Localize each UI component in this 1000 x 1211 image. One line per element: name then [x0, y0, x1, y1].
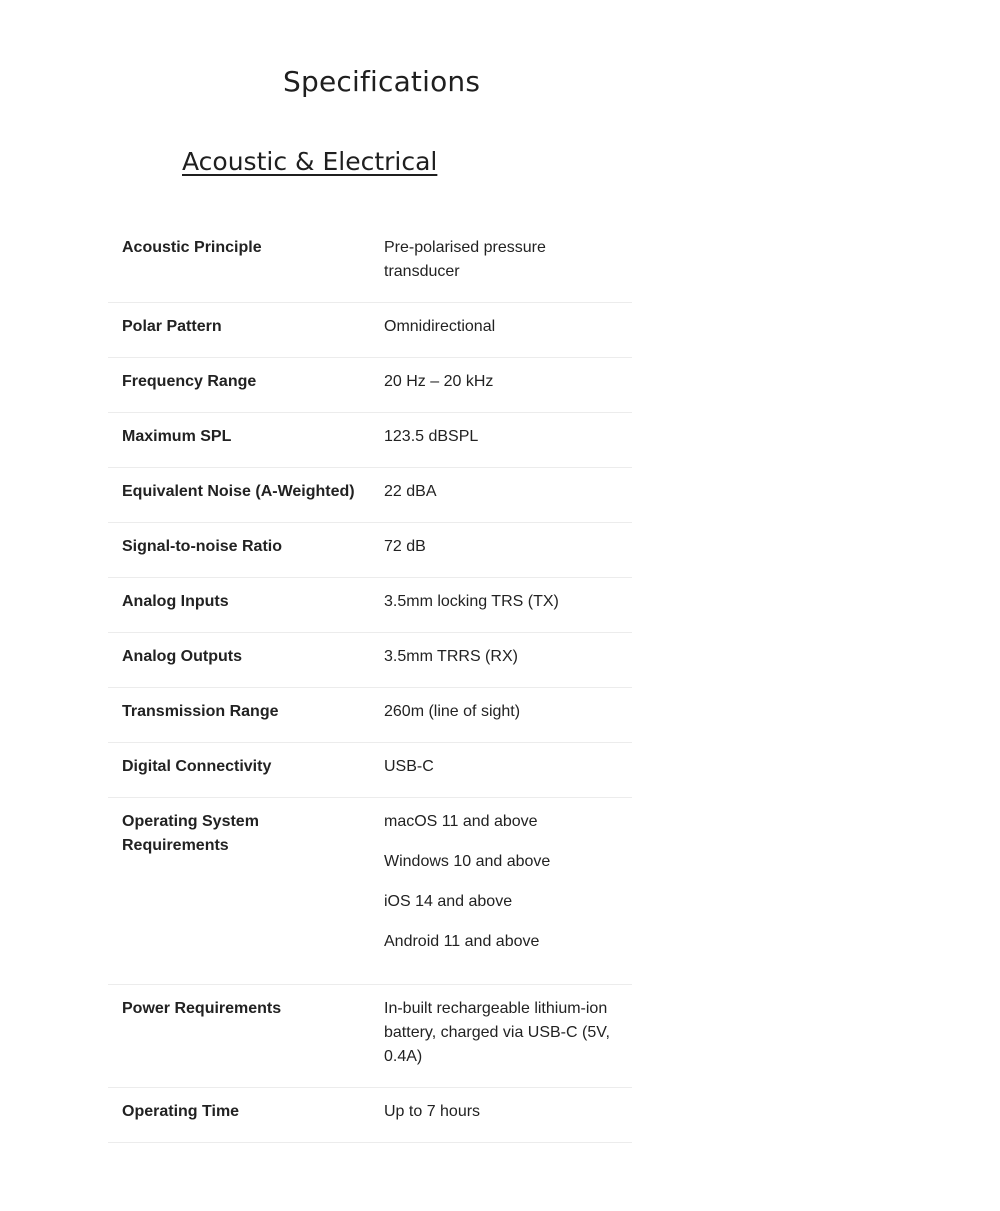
- spec-row: [108, 688, 632, 743]
- spec-value: Up to 7 hours: [384, 1103, 481, 1120]
- spec-label: Operating Time: [122, 1103, 240, 1120]
- spec-label: Polar Pattern: [122, 318, 222, 335]
- spec-value: 20 Hz – 20 kHz: [384, 373, 494, 390]
- spec-value: 3.5mm TRRS (RX): [384, 648, 518, 665]
- spec-label: Digital Connectivity: [122, 758, 272, 775]
- spec-value-line: Android 11 and above: [384, 933, 540, 950]
- spec-label: Acoustic Principle: [122, 239, 262, 256]
- spec-label: Analog Outputs: [122, 648, 242, 665]
- spec-value-line: macOS 11 and above: [384, 813, 538, 830]
- spec-row: [108, 578, 632, 633]
- spec-value: 260m (line of sight): [384, 703, 521, 720]
- spec-table: [108, 224, 632, 1143]
- spec-label: Frequency Range: [122, 373, 257, 390]
- spec-row: [108, 303, 632, 358]
- spec-row: [108, 224, 632, 303]
- spec-label: Analog Inputs: [122, 593, 229, 610]
- spec-label: Maximum SPL: [122, 428, 232, 445]
- page-title: Specifications: [283, 65, 481, 98]
- spec-value: In-built rechargeable lithium-ion battery, charged via USB-C (5V, 0.4A): [384, 1000, 610, 1065]
- spec-row: [108, 523, 632, 578]
- spec-row: [108, 468, 632, 523]
- spec-row: [108, 743, 632, 798]
- spec-value: 123.5 dBSPL: [384, 428, 479, 445]
- spec-row: [108, 1088, 632, 1143]
- spec-label: Equivalent Noise (A-Weighted): [122, 483, 355, 500]
- spec-row: [108, 358, 632, 413]
- spec-value: Omnidirectional: [384, 318, 496, 335]
- spec-value: Pre-polarised pressure transducer: [384, 239, 546, 280]
- spec-row: [108, 798, 632, 985]
- spec-value: 3.5mm locking TRS (TX): [384, 593, 559, 610]
- spec-value: 72 dB: [384, 538, 426, 555]
- spec-value: USB-C: [384, 758, 434, 775]
- spec-label: Power Requirements: [122, 1000, 282, 1017]
- spec-value-list: [370, 798, 632, 985]
- spec-value-line: Windows 10 and above: [384, 853, 551, 870]
- spec-value: 22 dBA: [384, 483, 437, 500]
- spec-label: Transmission Range: [122, 703, 279, 720]
- spec-row: [108, 413, 632, 468]
- spec-label: Signal-to-noise Ratio: [122, 538, 282, 555]
- spec-row: [108, 985, 632, 1088]
- spec-value-line: iOS 14 and above: [384, 893, 513, 910]
- spec-row: [108, 633, 632, 688]
- section-heading: Acoustic & Electrical: [182, 147, 438, 176]
- spec-label: Operating System Requirements: [122, 813, 259, 854]
